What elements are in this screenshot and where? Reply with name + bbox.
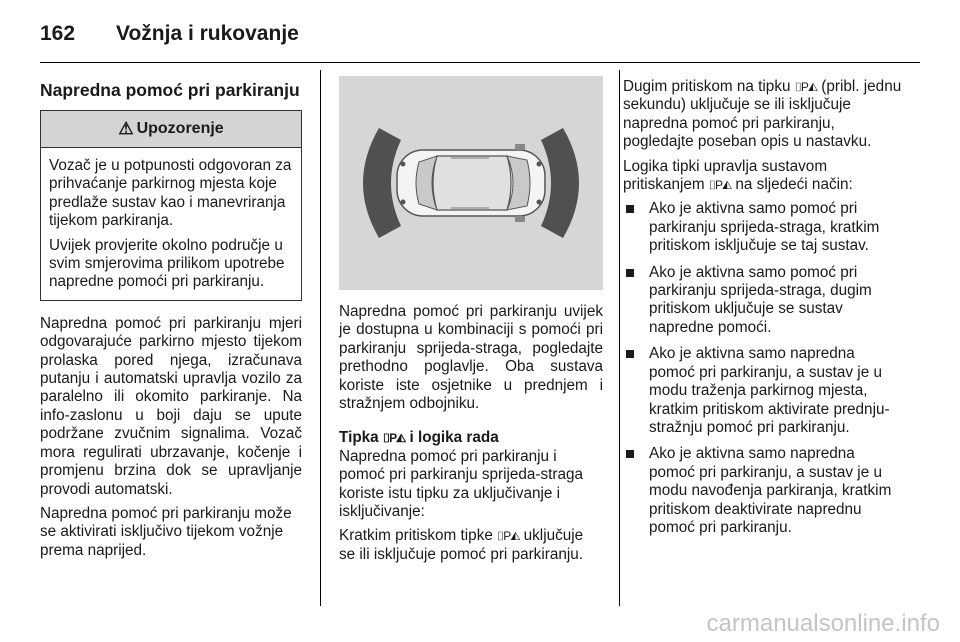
list-item bbox=[623, 345, 903, 437]
section-heading: Napredna pomoć pri parkiranju bbox=[40, 80, 300, 100]
list-item-text: Ako je aktivna samo napredna pomoć pri parkiranju, a sustav je u modu traženja parkirnog mjesta, kratkim pritiskom aktivirate prednju-stražnju pomoć pri parkiranju. bbox=[649, 345, 890, 436]
warning-box bbox=[40, 110, 302, 301]
list-item-text: Ako je aktivna samo pomoć pri parkiranju sprijeda-straga, dugim pritiskom uključuje se sustav napredne pomoći. bbox=[649, 263, 872, 336]
bullet-list bbox=[623, 200, 903, 537]
body-paragraph: Napredna pomoć pri parkiranju i pomoć pri parkiranju sprijeda-straga koriste istu tipku za uključivanje i isključivanje: bbox=[339, 447, 584, 521]
body-paragraph bbox=[623, 78, 903, 152]
watermark: carmanualsonline.info bbox=[706, 610, 940, 637]
bullet-square-icon bbox=[626, 269, 634, 277]
parking-assist-button-icon: ⌷P◭ bbox=[794, 80, 818, 94]
page-number: 162 bbox=[40, 22, 76, 45]
figure-caption: Napredna pomoć pri parkiranju uvijek je dostupna u kombinaciji s pomoći pri parkiranju sprijeda-straga, pogledajte prethodno poglavlje. Oba sustava koriste iste osjetnike u prednjem i stražnjem odbojniku. bbox=[339, 303, 603, 413]
text-fragment: (pribl. jednu sekundu) uključuje se ili isključuje napredna pomoć pri parkiranju, pogledajte poseban opis u nastavku. bbox=[623, 78, 902, 151]
page-header bbox=[40, 22, 299, 52]
body-paragraph bbox=[623, 158, 903, 195]
text-fragment: uključuje se ili isključuje pomoć pri parkiranju. bbox=[339, 527, 584, 563]
bullet-square-icon bbox=[626, 205, 634, 213]
text-fragment: na sljedeći način: bbox=[735, 176, 853, 194]
column-right bbox=[623, 70, 903, 545]
warning-paragraph: Uvijek provjerite okolno područje u svim smjerovima prilikom upotrebe napredne pomoći pri parkiranju. bbox=[49, 236, 285, 291]
subheading-suffix: i logika rada bbox=[409, 429, 499, 447]
column-divider bbox=[619, 70, 620, 606]
column-middle bbox=[339, 70, 603, 570]
text-fragment: Kratkim pritiskom tipke bbox=[339, 527, 493, 545]
warning-triangle-icon: ⚠ bbox=[118, 119, 134, 138]
list-item-text: Ako je aktivna samo napredna pomoć pri parkiranju, a sustav je u modu navođenja parkiranja, kratkim pritiskom deaktivirate naprednu pomoć pri parkiranju. bbox=[649, 445, 892, 536]
parking-assist-button-icon: ⌷P◭ bbox=[497, 529, 520, 544]
parking-assist-button-icon: ⌷P◭ bbox=[382, 431, 406, 446]
warning-header bbox=[41, 111, 301, 148]
text-fragment: Dugim pritiskom na tipku bbox=[623, 78, 791, 95]
header-divider bbox=[40, 62, 920, 63]
warning-paragraph: Vozač je u potpunosti odgovoran za prihvaćanje parkirnog mjesta koje predlaže sustav kao i manevriranja tijekom parkiranja. bbox=[49, 157, 292, 230]
bullet-square-icon bbox=[626, 450, 634, 458]
column-divider bbox=[320, 70, 321, 606]
parking-assist-button-icon: ⌷P◭ bbox=[708, 178, 732, 193]
body-paragraph bbox=[339, 527, 603, 564]
list-item bbox=[623, 200, 903, 255]
bullet-square-icon bbox=[626, 350, 634, 358]
list-item bbox=[623, 445, 903, 537]
list-item-text: Ako je aktivna samo pomoć pri parkiranju sprijeda-straga, kratkim pritiskom isključuje se taj sustav. bbox=[649, 200, 880, 255]
chapter-title: Vožnja i rukovanje bbox=[116, 22, 299, 45]
text-fragment: Logika tipki upravlja sustavom pritiskanjem bbox=[623, 157, 828, 194]
list-item bbox=[623, 264, 903, 338]
warning-body bbox=[41, 148, 301, 300]
body-paragraph: Napredna pomoć pri parkiranju može se aktivirati isključivo tijekom vožnje prema naprijed. bbox=[40, 504, 292, 559]
subheading bbox=[339, 429, 603, 447]
parking-sensor-illustration bbox=[339, 76, 603, 290]
warning-title: Upozorenje bbox=[136, 120, 224, 137]
body-paragraph: Napredna pomoć pri parkiranju mjeri odgovarajuće parkirno mjesto tijekom prolaska pored njega, izračunava putanju i automatski upravlja vozilo za paralelno ili okomito parkiranje. Na info-zaslonu u boji daju se upute podržane zvučnim signalima. Vozač mora regulirati ubrzavanje, kočenje i promjenu brzina dok se upravljanje provodi automatski. bbox=[40, 314, 302, 498]
column-left bbox=[40, 70, 302, 566]
subheading-prefix: Tipka bbox=[339, 429, 379, 447]
